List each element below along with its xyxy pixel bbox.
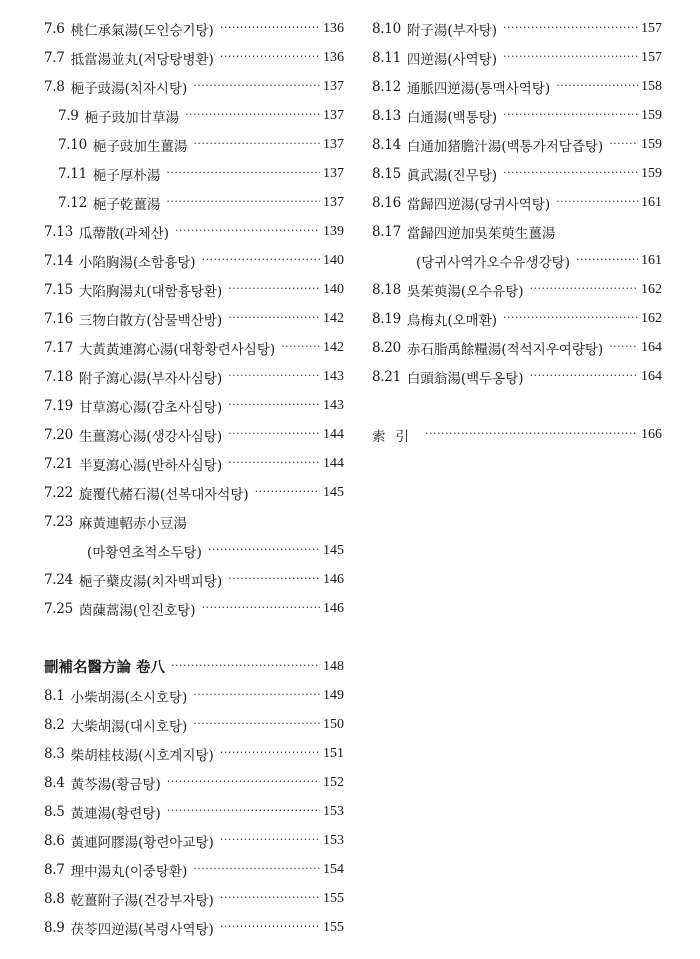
entry-number: 8.8 [44, 890, 65, 907]
entry-title: 旋覆代赭石湯(선복대자석탕) [78, 486, 249, 503]
entry-number: 8.21 [372, 368, 401, 385]
toc-entry[interactable] [372, 130, 662, 159]
dot-leader [503, 167, 638, 181]
page-number: 145 [323, 542, 344, 558]
entry-number: 8.16 [372, 194, 401, 211]
page-number: 142 [323, 310, 344, 326]
dot-leader [220, 51, 320, 65]
toc-entry[interactable] [44, 449, 344, 478]
toc-entry[interactable] [372, 72, 662, 101]
dot-leader [202, 254, 320, 268]
entry-title: 眞武湯(진무탕) [406, 167, 498, 184]
entry-title: 乾薑附子湯(건강부자탕) [70, 892, 214, 909]
page-number: 159 [641, 136, 662, 152]
dot-leader [228, 457, 320, 471]
section-gap [44, 623, 344, 652]
entry-number: 7.6 [44, 20, 65, 37]
toc-entry[interactable] [44, 362, 344, 391]
entry-number: 8.2 [44, 716, 65, 733]
page-number: 150 [323, 716, 344, 732]
entry-number: 7.20 [44, 426, 73, 443]
page-number: 143 [323, 368, 344, 384]
entry-title: 瓜蔕散(과체산) [78, 225, 170, 242]
entry-number: 7.23 [44, 513, 73, 530]
dot-leader [228, 370, 320, 384]
toc-entry[interactable] [44, 43, 344, 72]
dot-leader [425, 428, 638, 442]
dot-leader [193, 689, 320, 703]
dot-leader [503, 312, 638, 326]
dot-leader [530, 283, 638, 297]
page-number: 146 [323, 571, 344, 587]
dot-leader [255, 486, 320, 500]
page-number: 145 [323, 484, 344, 500]
dot-leader [576, 254, 638, 268]
page-number: 144 [323, 426, 344, 442]
index-entry[interactable] [372, 420, 662, 449]
toc-entry[interactable] [44, 246, 344, 275]
dot-leader [503, 109, 638, 123]
page-number: 164 [641, 339, 662, 355]
entry-title: 梔子豉加生薑湯 [92, 138, 188, 155]
entry-number: 8.3 [44, 745, 65, 762]
entry-title: 大黃黃連瀉心湯(대황황련사심탕) [78, 341, 276, 358]
entry-number: 8.14 [372, 136, 401, 153]
dot-leader [503, 51, 638, 65]
page-number: 161 [641, 194, 662, 210]
entry-title: 黃芩湯(황금탕) [70, 776, 161, 793]
dot-leader [228, 283, 320, 297]
page-number: 137 [323, 194, 344, 210]
entry-title: 梔子豉加甘草湯 [84, 109, 180, 126]
toc-entry[interactable] [44, 275, 344, 304]
entry-number: 7.10 [58, 136, 87, 153]
entry-title: 通脈四逆湯(통맥사역탕) [406, 80, 551, 97]
page-number: 159 [641, 107, 662, 123]
page-number: 139 [323, 223, 344, 239]
entry-number: 7.13 [44, 223, 73, 240]
dot-leader [171, 660, 320, 674]
toc-entry[interactable] [44, 536, 344, 565]
page-number: 157 [641, 20, 662, 36]
dot-leader [185, 109, 320, 123]
entry-title: 小陷胸湯(소함흉탕) [78, 254, 196, 271]
page-number: 162 [641, 281, 662, 297]
dot-leader [193, 718, 320, 732]
page-number: 140 [323, 252, 344, 268]
dot-leader [609, 138, 638, 152]
dot-leader [208, 544, 320, 558]
dot-leader [556, 80, 638, 94]
toc-entry[interactable] [372, 188, 662, 217]
dot-leader [202, 602, 320, 616]
dot-leader [193, 863, 320, 877]
dot-leader [193, 80, 320, 94]
page-number: 143 [323, 397, 344, 413]
entry-title: 大柴胡湯(대시호탕) [70, 718, 188, 735]
entry-number: 7.18 [44, 368, 73, 385]
dot-leader [193, 138, 320, 152]
dot-leader [503, 22, 638, 36]
entry-number: 8.4 [44, 774, 65, 791]
entry-title: 吳茱萸湯(오수유탕) [406, 283, 524, 300]
entry-title: 附子瀉心湯(부자사심탕) [78, 370, 223, 387]
entry-title: 白通加猪膽汁湯(백통가저담즙탕) [406, 138, 604, 155]
toc-entry[interactable] [44, 797, 344, 826]
entry-number: 8.7 [44, 861, 65, 878]
entry-title: 梔子乾薑湯 [92, 196, 161, 213]
entry-number: 8.5 [44, 803, 65, 820]
toc-entry[interactable] [372, 159, 662, 188]
page-number: 137 [323, 136, 344, 152]
entry-title: 理中湯丸(이중탕환) [70, 863, 188, 880]
entry-number: 7.19 [44, 397, 73, 414]
part-heading[interactable] [44, 652, 344, 681]
page-number: 148 [323, 658, 344, 674]
entry-title: 索引 [372, 428, 419, 445]
toc-entry[interactable] [44, 217, 344, 246]
page-number: 137 [323, 78, 344, 94]
toc-entry[interactable] [372, 362, 662, 391]
toc-entry[interactable] [44, 565, 344, 594]
entry-number: 7.12 [58, 194, 87, 211]
page-number: 149 [323, 687, 344, 703]
toc-entry[interactable] [44, 826, 344, 855]
dot-leader [609, 341, 638, 355]
toc-entry[interactable] [44, 188, 344, 217]
page-number: 152 [323, 774, 344, 790]
entry-title: 梔子厚朴湯 [92, 167, 161, 184]
entry-title: 小柴胡湯(소시호탕) [70, 689, 188, 706]
toc-entry[interactable] [372, 246, 662, 275]
entry-title: 烏梅丸(오매환) [406, 312, 498, 329]
entry-title: 附子湯(부자탕) [406, 22, 498, 39]
entry-title: 抵當湯並丸(저당탕병환) [70, 51, 214, 68]
page-number: 155 [323, 890, 344, 906]
toc-entry[interactable] [44, 710, 344, 739]
toc-left-column [44, 14, 344, 942]
dot-leader [167, 805, 320, 819]
page-number: 136 [323, 20, 344, 36]
dot-leader [228, 428, 320, 442]
entry-number: 7.11 [58, 165, 87, 182]
dot-leader [166, 196, 320, 210]
entry-title: 柴胡桂枝湯(시호계지탕) [70, 747, 214, 764]
dot-leader [530, 370, 638, 384]
entry-title: 半夏瀉心湯(반하사심탕) [78, 457, 223, 474]
entry-number: 8.13 [372, 107, 401, 124]
page-number: 140 [323, 281, 344, 297]
dot-leader [220, 892, 320, 906]
entry-number: 7.15 [44, 281, 73, 298]
dot-leader [220, 921, 320, 935]
toc-entry[interactable] [44, 333, 344, 362]
entry-title: (마황연초적소두탕) [87, 544, 202, 561]
toc-entry[interactable] [372, 43, 662, 72]
dot-leader [220, 22, 320, 36]
page-number: 137 [323, 165, 344, 181]
entry-title: 黃連阿膠湯(황련아교탕) [70, 834, 214, 851]
toc-entry[interactable] [372, 275, 662, 304]
page-number: 162 [641, 310, 662, 326]
entry-title: 甘草瀉心湯(감초사심탕) [78, 399, 223, 416]
entry-number: 7.7 [44, 49, 65, 66]
page-number: 157 [641, 49, 662, 65]
dot-leader [175, 225, 320, 239]
page-number: 151 [323, 745, 344, 761]
dot-leader [166, 167, 320, 181]
entry-number: 7.21 [44, 455, 73, 472]
entry-title: 白通湯(백통탕) [406, 109, 498, 126]
entry-title: 白頭翁湯(백두옹탕) [406, 370, 524, 387]
entry-number: 7.25 [44, 600, 73, 617]
toc-entry[interactable] [372, 14, 662, 43]
entry-number: 7.24 [44, 571, 73, 588]
entry-number: 8.1 [44, 687, 65, 704]
toc-entry[interactable] [44, 507, 344, 536]
page-number: 158 [641, 78, 662, 94]
entry-number: 8.12 [372, 78, 401, 95]
page-number: 164 [641, 368, 662, 384]
toc-entry[interactable] [372, 101, 662, 130]
toc-entry[interactable] [44, 681, 344, 710]
toc-entry[interactable] [44, 130, 344, 159]
entry-title: 刪補名醫方論 卷八 [44, 659, 166, 676]
entry-title: 當歸四逆湯(당귀사역탕) [406, 196, 551, 213]
entry-title: 桃仁承氣湯(도인승기탕) [70, 22, 214, 39]
page-number: 154 [323, 861, 344, 877]
entry-number: 8.19 [372, 310, 401, 327]
toc-entry[interactable] [44, 913, 344, 942]
page-number: 137 [323, 107, 344, 123]
dot-leader [220, 834, 320, 848]
dot-leader [220, 747, 320, 761]
entry-number: 7.14 [44, 252, 73, 269]
page-number: 166 [641, 426, 662, 442]
entry-number: 8.17 [372, 223, 401, 240]
entry-title: 大陷胸湯丸(대함흉탕환) [78, 283, 223, 300]
toc-entry[interactable] [44, 159, 344, 188]
toc-entry[interactable] [372, 304, 662, 333]
entry-number: 8.9 [44, 919, 65, 936]
entry-title: (당귀사역가오수유생강탕) [416, 254, 570, 271]
entry-title: 赤石脂禹餘糧湯(적석지우여량탕) [406, 341, 604, 358]
entry-number: 8.15 [372, 165, 401, 182]
entry-number: 8.20 [372, 339, 401, 356]
entry-title: 茯苓四逆湯(복령사역탕) [70, 921, 214, 938]
entry-number: 8.6 [44, 832, 65, 849]
toc-right-column [372, 14, 662, 449]
dot-leader [167, 776, 320, 790]
entry-number: 8.10 [372, 20, 401, 37]
toc-entry[interactable] [44, 739, 344, 768]
page-number: 153 [323, 803, 344, 819]
entry-number: 7.16 [44, 310, 73, 327]
entry-title: 三物白散方(삼물백산방) [78, 312, 223, 329]
page-number: 155 [323, 919, 344, 935]
entry-number: 7.8 [44, 78, 65, 95]
toc-entry[interactable] [44, 304, 344, 333]
section-gap [372, 391, 662, 420]
entry-title: 黃連湯(황련탕) [70, 805, 161, 822]
entry-number: 7.22 [44, 484, 73, 501]
page-number: 142 [323, 339, 344, 355]
page-number: 144 [323, 455, 344, 471]
dot-leader [228, 573, 320, 587]
dot-leader [228, 312, 320, 326]
entry-number: 8.18 [372, 281, 401, 298]
toc-entry[interactable] [44, 72, 344, 101]
entry-number: 7.9 [58, 107, 79, 124]
dot-leader [228, 399, 320, 413]
toc-entry[interactable] [44, 391, 344, 420]
entry-number: 8.11 [372, 49, 401, 66]
dot-leader [281, 341, 320, 355]
toc-entry[interactable] [44, 14, 344, 43]
toc-entry[interactable] [44, 768, 344, 797]
entry-title: 四逆湯(사역탕) [406, 51, 498, 68]
page-number: 161 [641, 252, 662, 268]
entry-title: 麻黃連軺赤小豆湯 [78, 515, 187, 532]
toc-entry[interactable] [44, 101, 344, 130]
entry-title: 生薑瀉心湯(생강사심탕) [78, 428, 223, 445]
entry-title: 當歸四逆加吳茱萸生薑湯 [406, 225, 556, 242]
entry-title: 梔子蘗皮湯(치자백피탕) [78, 573, 223, 590]
page-number: 146 [323, 600, 344, 616]
toc-entry[interactable] [44, 420, 344, 449]
entry-number: 7.17 [44, 339, 73, 356]
toc-entry[interactable] [372, 217, 662, 246]
page-number: 159 [641, 165, 662, 181]
toc-entry[interactable] [372, 333, 662, 362]
toc-entry[interactable] [44, 478, 344, 507]
toc-entry[interactable] [44, 884, 344, 913]
page-number: 153 [323, 832, 344, 848]
toc-entry[interactable] [44, 594, 344, 623]
entry-title: 茵蔯蒿湯(인진호탕) [78, 602, 196, 619]
toc-entry[interactable] [44, 855, 344, 884]
entry-title: 梔子豉湯(치자시탕) [70, 80, 188, 97]
page-number: 136 [323, 49, 344, 65]
dot-leader [556, 196, 638, 210]
